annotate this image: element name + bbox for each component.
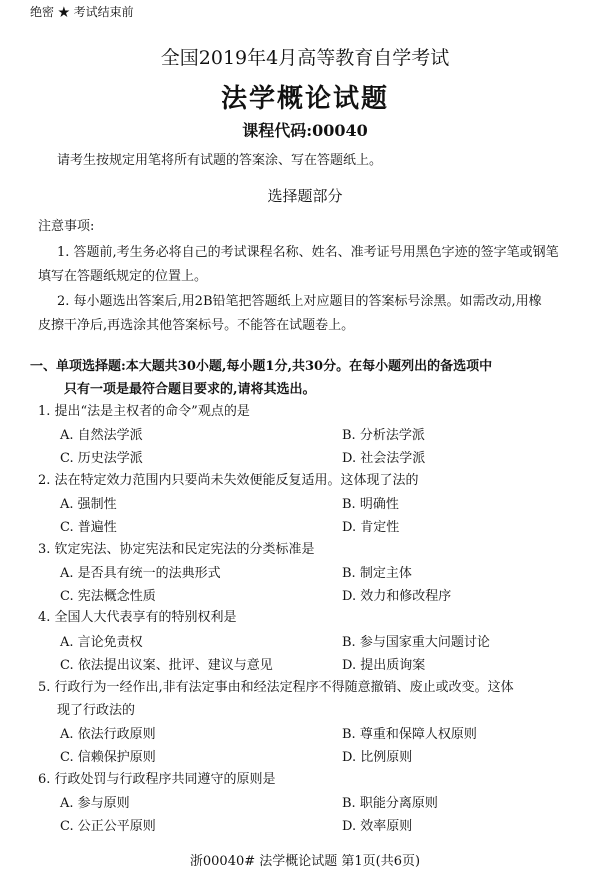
- question-3-option-d: D. 效力和修改程序: [342, 589, 452, 604]
- question-2-option-c: C. 普遍性: [60, 520, 117, 535]
- confidential-label: 绝密 ★ 考试结束前: [30, 5, 134, 19]
- question-6-option-b: B. 职能分离原则: [342, 796, 438, 811]
- page-footer: 浙00040# 法学概论试题 第1页(共6页): [189, 854, 421, 869]
- question-1-option-c: C. 历史法学派: [60, 451, 143, 466]
- question-5-option-d: D. 比例原则: [342, 750, 413, 765]
- question-4-option-a: A. 言论免责权: [60, 635, 143, 650]
- note-2-line-2: 皮擦干净后,再选涂其他答案标号。不能答在试题卷上。: [38, 318, 355, 333]
- question-1-stem: 1. 提出“法是主权者的命令”观点的是: [38, 404, 250, 419]
- question-5-option-c: C. 信赖保护原则: [60, 750, 156, 765]
- question-5-option-a: A. 依法行政原则: [60, 727, 156, 742]
- part-1-heading-cont: 只有一项是最符合题目要求的,请将其选出。: [64, 382, 316, 397]
- question-4-stem: 4. 全国人大代表享有的特别权利是: [38, 610, 237, 625]
- question-4-option-c: C. 依法提出议案、批评、建议与意见: [60, 658, 273, 673]
- question-3-option-a: A. 是否具有统一的法典形式: [60, 566, 221, 581]
- note-1-line-2: 填写在答题纸规定的位置上。: [38, 269, 208, 284]
- question-5-stem: 5. 行政行为一经作出,非有法定事由和经法定程序不得随意撤销、废止或改变。这体: [38, 680, 514, 695]
- question-2-option-a: A. 强制性: [60, 497, 117, 512]
- question-6-option-c: C. 公正公平原则: [60, 819, 156, 834]
- question-6-option-a: A. 参与原则: [60, 796, 130, 811]
- question-2-option-d: D. 肯定性: [342, 520, 400, 535]
- course-code: 课程代码:00040: [242, 121, 368, 140]
- question-3-stem: 3. 钦定宪法、协定宪法和民定宪法的分类标准是: [38, 542, 315, 557]
- question-6-option-d: D. 效率原则: [342, 819, 413, 834]
- question-2-stem: 2. 法在特定效力范围内只要尚未失效便能反复适用。这体现了法的: [38, 473, 419, 488]
- part-1-heading: 一、单项选择题:本大题共30小题,每小题1分,共30分。在每小题列出的备选项中: [30, 359, 493, 374]
- question-5-stem-cont: 现了行政法的: [57, 703, 136, 718]
- question-2-option-b: B. 明确性: [342, 497, 399, 512]
- question-1-option-a: A. 自然法学派: [60, 428, 143, 443]
- question-4-option-d: D. 提出质询案: [342, 658, 426, 673]
- exam-title: 全国2019年4月高等教育自学考试: [160, 47, 450, 69]
- question-4-option-b: B. 参与国家重大问题讨论: [342, 635, 490, 650]
- notes-heading: 注意事项:: [38, 219, 95, 234]
- question-1-option-b: B. 分析法学派: [342, 428, 425, 443]
- question-6-stem: 6. 行政处罚与行政程序共同遵守的原则是: [38, 772, 276, 787]
- question-1-option-d: D. 社会法学派: [342, 451, 426, 466]
- question-5-option-b: B. 尊重和保障人权原则: [342, 727, 477, 742]
- note-1-line-1: 1. 答题前,考生务必将自己的考试课程名称、姓名、准考证号用黑色字迹的签字笔或钢笔: [57, 245, 559, 260]
- note-2-line-1: 2. 每小题选出答案后,用2B铅笔把答题纸上对应题目的答案标号涂黑。如需改动,用橡: [57, 294, 542, 309]
- question-3-option-b: B. 制定主体: [342, 566, 412, 581]
- instruction: 请考生按规定用笔将所有试题的答案涂、写在答题纸上。: [57, 153, 383, 168]
- paper-title: 法学概论试题: [220, 84, 389, 114]
- question-3-option-c: C. 宪法概念性质: [60, 589, 156, 604]
- section-title: 选择题部分: [267, 187, 343, 205]
